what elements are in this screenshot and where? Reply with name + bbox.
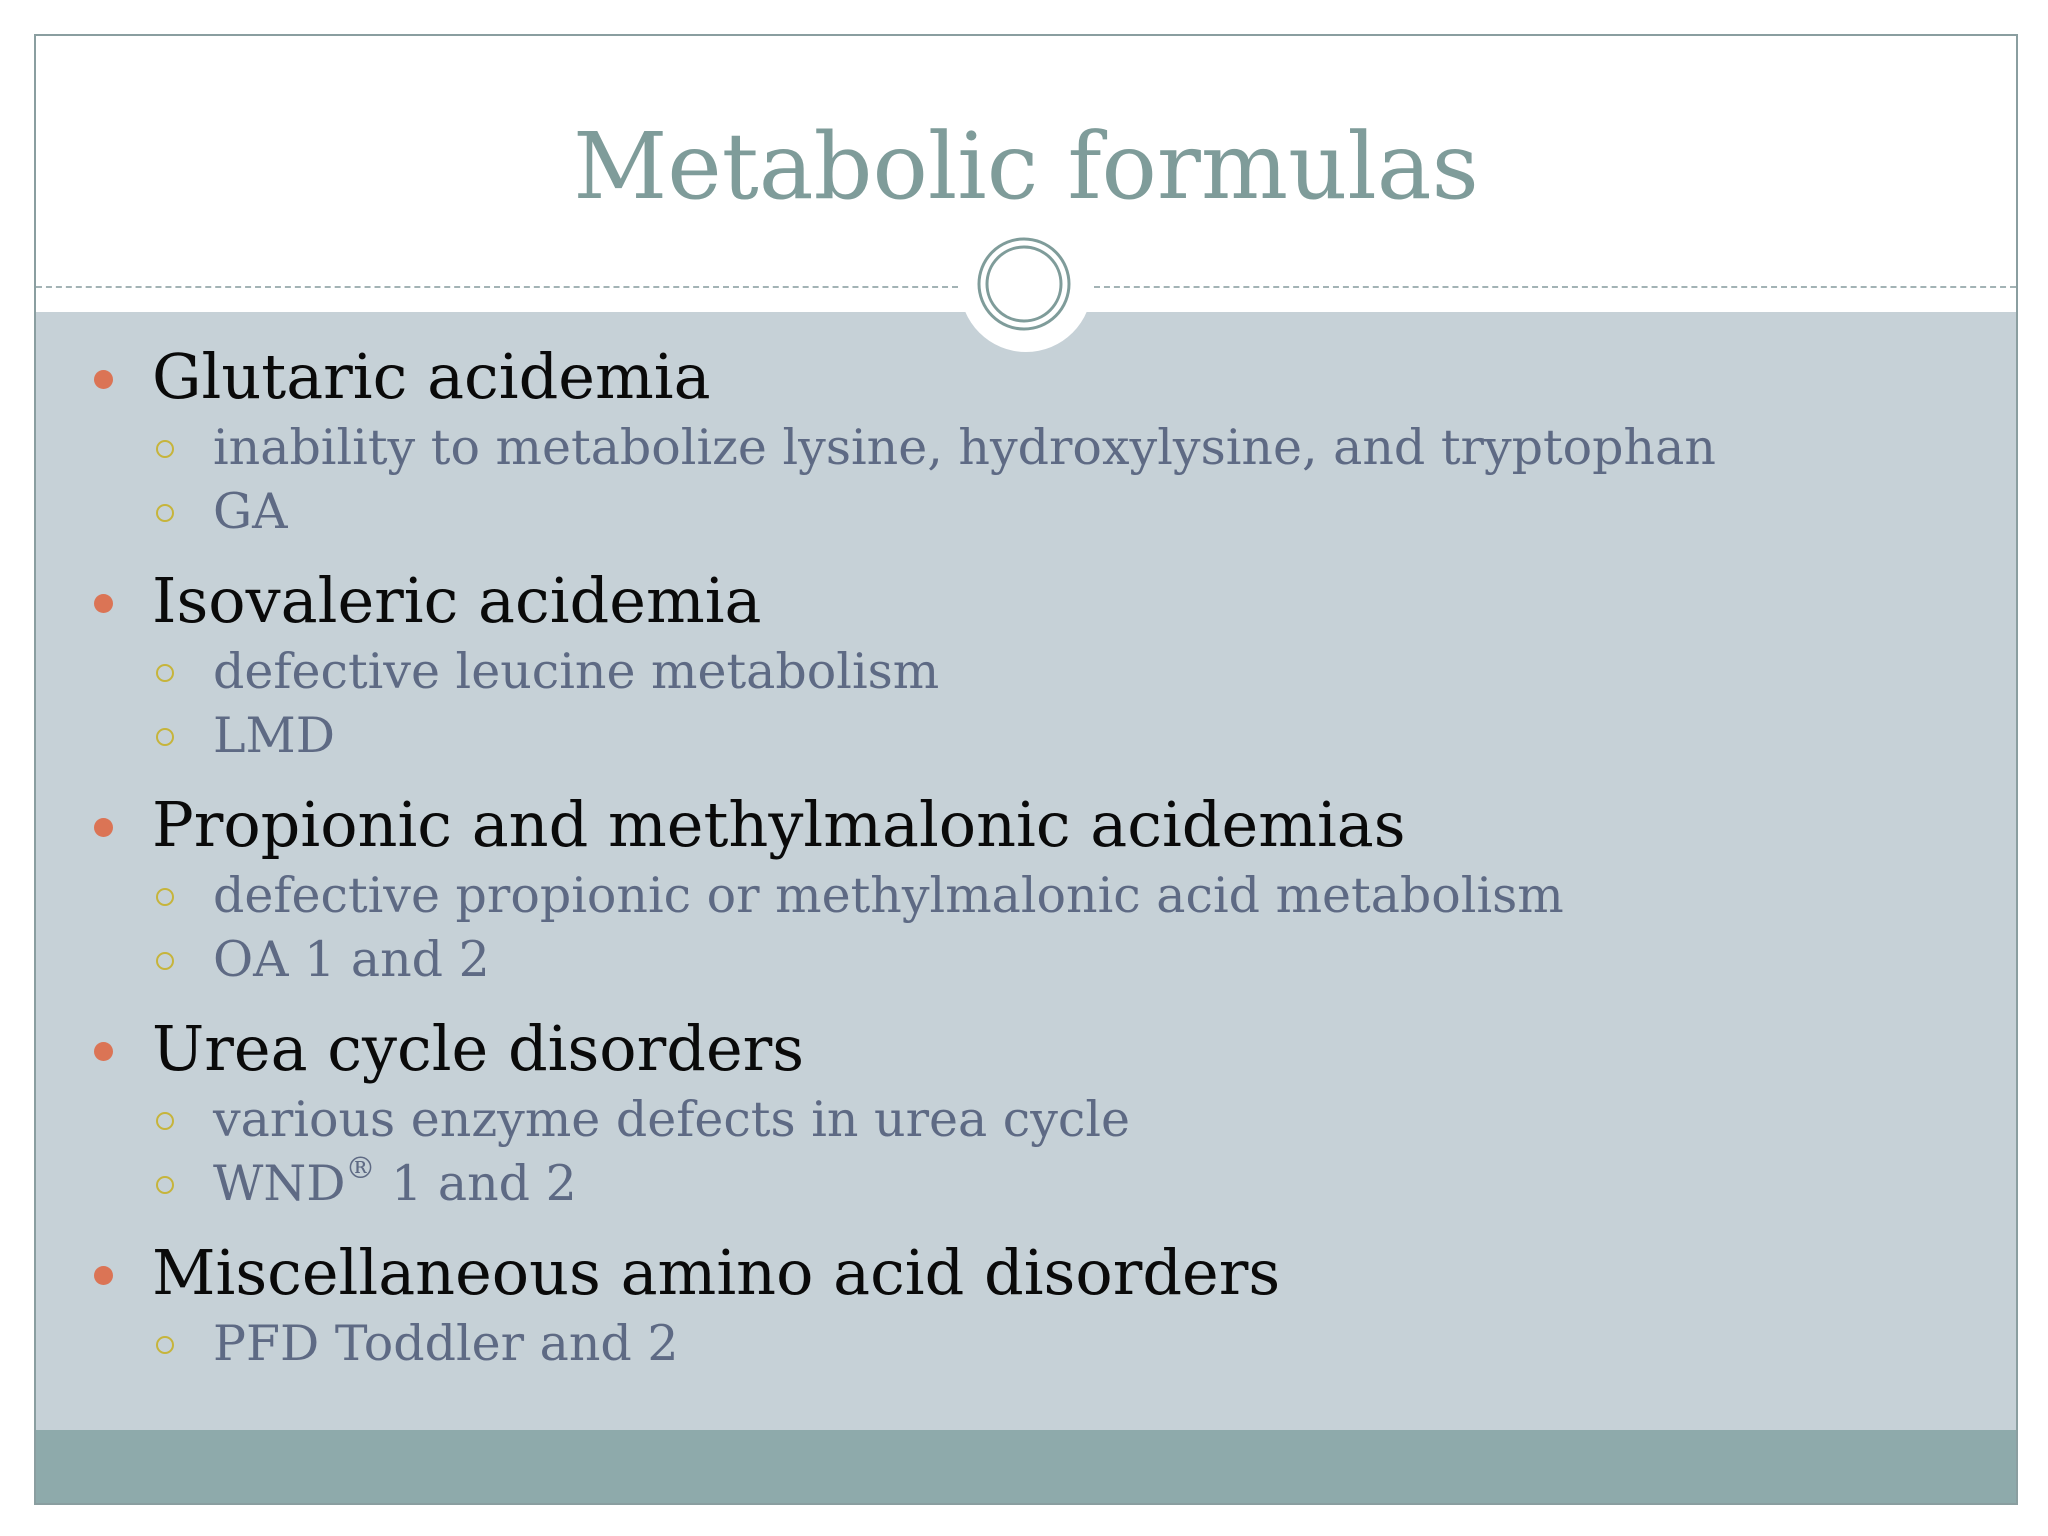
sub-list-item [36, 480, 2016, 544]
title-divider-left [36, 286, 958, 288]
sub-list-item [36, 928, 2016, 992]
circle-ornament-icon [976, 236, 1072, 332]
slide-title: Metabolic formulas [573, 113, 1479, 220]
wnd-brand: WND [213, 1155, 346, 1212]
sub-list-item [36, 704, 2016, 768]
list-item [36, 566, 2016, 636]
sub-list-item-text: various enzyme defects in urea cycle [213, 1091, 1131, 1148]
bullet-ring-icon [156, 888, 174, 906]
sub-list-item-text: GA [213, 483, 288, 540]
sub-list-item-text: LMD [213, 707, 335, 764]
list-item [36, 1014, 2016, 1084]
bullet-ring-icon [156, 1336, 174, 1354]
sub-list-item-text: OA 1 and 2 [213, 931, 490, 988]
bullet-ring-icon [156, 1176, 174, 1194]
bullet-dot-icon [94, 594, 113, 613]
bullet-dot-icon [94, 1266, 113, 1285]
registered-mark: ® [345, 1151, 376, 1186]
bullet-ring-icon [156, 440, 174, 458]
list-item [36, 342, 2016, 412]
sub-list-item-text: inability to metabolize lysine, hydroxylysine, and tryptophan [213, 419, 1716, 476]
list-item-heading: Propionic and methylmalonic acidemias [152, 788, 1406, 861]
sub-list-item-text: defective leucine metabolism [213, 643, 940, 700]
slide [34, 34, 2018, 1505]
bullet-ring-icon [156, 1112, 174, 1130]
bullet-list [36, 342, 2016, 1376]
list-item-heading: Urea cycle disorders [152, 1012, 805, 1085]
sub-list-item [36, 640, 2016, 704]
sub-list-item [36, 1312, 2016, 1376]
wnd-suffix: 1 and 2 [375, 1155, 577, 1212]
sub-list-item [36, 864, 2016, 928]
sub-list-item [36, 1152, 2016, 1216]
bullet-dot-icon [94, 370, 113, 389]
list-item [36, 1238, 2016, 1308]
sub-list-item-text [213, 1152, 577, 1216]
sub-list-item [36, 1088, 2016, 1152]
sub-list-item [36, 416, 2016, 480]
bullet-ring-icon [156, 504, 174, 522]
sub-list-item-text: defective propionic or methylmalonic acid metabolism [213, 867, 1564, 924]
bullet-dot-icon [94, 818, 113, 837]
list-item-heading: Miscellaneous amino acid disorders [152, 1236, 1281, 1309]
list-item-heading: Isovaleric acidemia [152, 564, 762, 637]
sub-list-item-text: PFD Toddler and 2 [213, 1315, 679, 1372]
bullet-ring-icon [156, 728, 174, 746]
list-item [36, 790, 2016, 860]
footer-band [36, 1430, 2016, 1503]
list-item-heading: Glutaric acidemia [152, 340, 711, 413]
bullet-dot-icon [94, 1042, 113, 1061]
bullet-ring-icon [156, 664, 174, 682]
bullet-ring-icon [156, 952, 174, 970]
title-divider-right [1094, 286, 2016, 288]
